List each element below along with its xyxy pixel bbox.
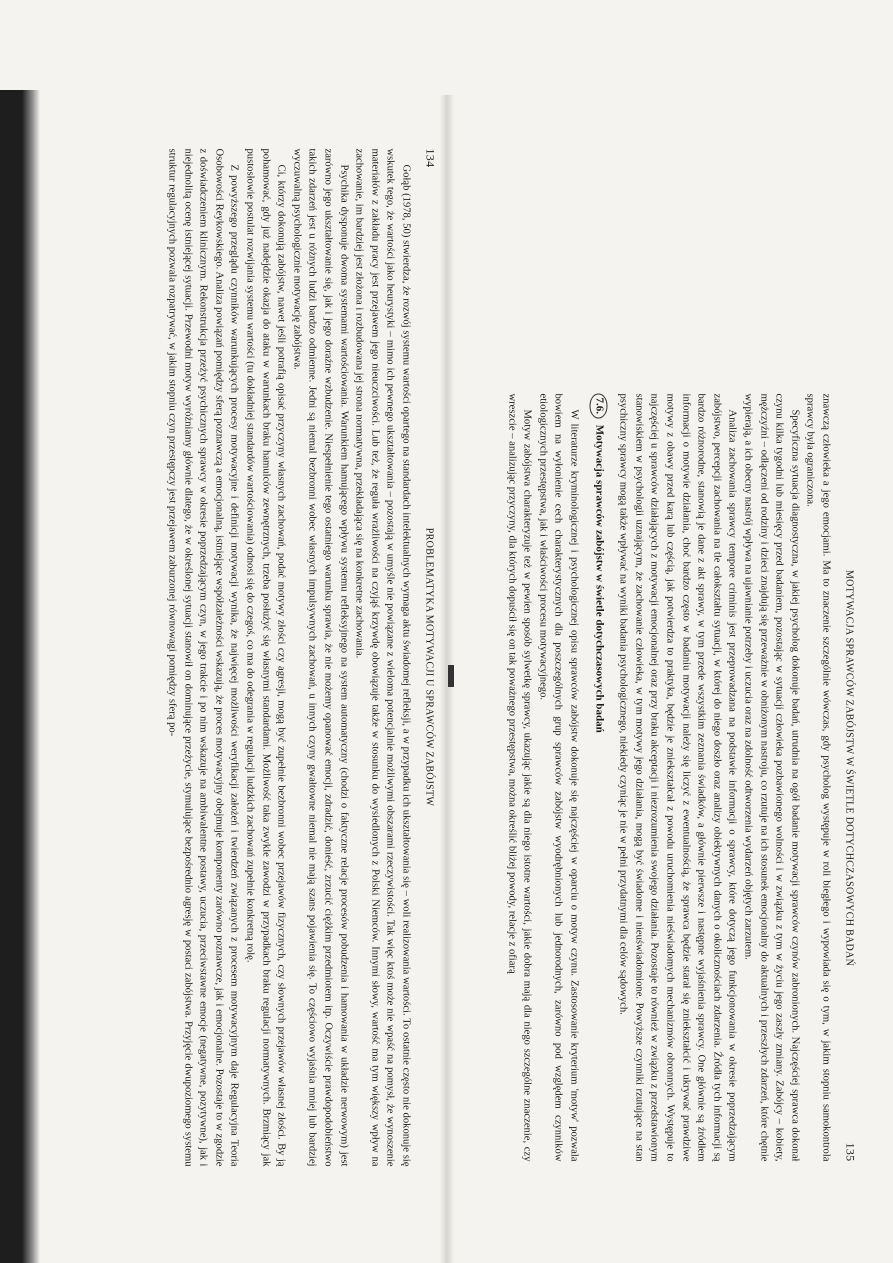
paragraph: Z powyższego przeglądu czynników warunkujących procesy motywacyjne i definicji motywacji wynika, że najwięcej możliwości weryfikacji założeń i twierdzeń związanych z procesem motywacyjnym daje Regulacyjna Teoria Osobowości Reykowskiego. Analiza powiązań pomiędzy sferą poznawczą a emocjonalną, istniejące współzależności wskazują, że proces motywacyjny obejmuje komponenty zarówno poznawcze, jak i emocjonalne. Pozostaje to w zgodzie z doświadczeniem klinicznym. Rekonstrukcja przeżyć psychicznych sprawcy w okresie poprzedzającym czyn, w jego trakcie i po nim wskazuje na ambiwalentne postawy, uczucia, przeciwstawne emocje (negatywne, pozytywne), jak i niejednolitą ocenę istniejącej sytuacji. Przewodni motyw wyróżniamy głównie dlatego, że w określonej sytuacji stanowił on dominujące przeżycie, stymulujące bezpośrednio agresję w postaci zabójstwa. Przyjęcie dwupoziomego systemu struktur regulacyjnych pozwala rozpatrywać, w jakim stopniu czyn przestępczy jest przejawem zaburzonej równowagi pomiędzy sferą po- (166, 148, 240, 1167)
section-number: 7.6. (590, 394, 608, 419)
right-page-body (504, 388, 840, 1168)
running-head: PROBLEMATYKA MOTYWACJI U SPRAWCÓW ZABÓJSTW (423, 527, 435, 807)
page-number: 134 (423, 148, 438, 168)
paragraph: W literaturze kryminologicznej i psychologicznej opisu sprawców zabójstw dokonuje się najczęściej w oparciu o motyw czynu. Zastosowanie kryterium 'motyw' pozwala bowiem na wyłonienie cech charakterystycznych dla poszczególnych grup sprawców zabójstw wyodrębnionych lub jednorodnych, zarówno pod względem czynników etiologicznych przestępstwa, jak i właściwości procesu motywacyjnego. (537, 393, 580, 1162)
paragraph: Psychika dysponuje dwoma systemami wartościowania. Warunkiem hamującego wpływu systemu refleksyjnego na system automatyczny (chodzi o faktyczne relacje procesów pobudzenia i hamowania w układzie nerwowym) jest zarówno jego ukształtowanie się, jak i jego doraźne wzbudzenie. Niespełnienie tego ostatniego warunku sprawia, że nie możemy opanować emocji, zdradzić, donieść, zrzucić ciężkim przedmiotem itp. Oczywiście prawdopodobieństwo takich zdarzeń jest u różnych ludzi bardzo odmienne. Jedni są niemal bezbronni wobec własnych impulsywnych zachowań, u innych czyny gwałtowne niemal nie mają szans pojawienia się. To częściowo wyjaśnia mniej lub bardziej wyczuwalną psychologicznie motywację zabójstwa. (291, 148, 350, 1167)
right-page-header (840, 388, 858, 1168)
left-page (43, 143, 438, 1173)
right-page (473, 388, 858, 1168)
scan-edge-shadow (0, 90, 40, 1263)
page-number: 135 (843, 1142, 858, 1162)
paragraph: Ci, którzy dokonują zabójstw, nawet jeśli potrafią opisać przyczyny własnych zachowań, podać motywy złości czy agresji, mogą być zupełnie bezbronni wobec przejawów fizycznych, czy słownych przejawów własnej złości. By ją pohamować, gdy już nadejdzie okazja do ataku w warunkach braku hamulców zewnętrznych, trzeba posłużyć się własnymi standardami. Możliwość taka zwykle zawodzi w przypadkach braku regulacji normatywnych. Brzmiący jak pustosłowie postulat rozwijania systemu wartości (tu dokładniej standardów wartościowania) odnosi się do czegoś, co ma do odegrania w regulacji ludzkich zachowań zupełnie konkretną rolę. (244, 148, 287, 1167)
paragraph: Gołąb (1978, 50) stwierdza, że rozwój systemu wartości opartego na standardach intelektualnych wymaga aktu świadomej refleksji, a w przypadku ich ukształtowania się – woli realizowania wartości. To ostatnie często nie dokonuje się wskutek tego, że wartości jako heurystyki – mimo ich pewnego ukształtowania – pozostają w umyśle nie powiązane z wieloma potencjalnie możliwymi obszarami rzeczywistości. Tak więc ktoś może nie wpaść na pomysł, że wynoszenie materiałów z zakładu pracy jest przejawem jego nieuczciwości. Lub też, że reguła wrażliwości na czyjąś krzywdę obowiązuje także w stosunku do wysiedlonych z Polski Niemców. Innymi słowy, wartość ma tym większy wpływ na zachowanie, im bardziej jest złożona i rozbudowana jej strona normatywna, przekładająca się na konkretne zachowania. (353, 148, 412, 1167)
running-head: MOTYWACJA SPRAWCÓW ZABÓJSTW W ŚWIETLE DOTYCHCZASOWYCH BADAŃ (843, 569, 855, 967)
left-page-header (420, 143, 438, 1173)
paragraph: Motyw zabójstwa charakteryzuje też w pewien sposób sylwetkę sprawcy, ukazując jakie są dla niego istotne wartości, jakie dobra mają dla niego szczególne znaczenie, czy wreszcie – analizując przyczyny, dla których dopuścił się on tak poważnego przestępstwa, można określić bliżej powody, relacje z ofiarą (506, 393, 533, 1162)
paragraph: znawczą człowieka a jego emocjami. Ma to znaczenie szczególnie wówczas, gdy psycholog występuje w roli biegłego i wypowiada się o tym, w jakim stopniu samokontrola sprawcy była ograniczona. (804, 393, 832, 1162)
section-title: Motywacja sprawców zabójstw w świetle dotychczasowych badań (593, 424, 606, 733)
section-heading (590, 394, 608, 1162)
gutter-mark (448, 665, 454, 687)
paragraph: Analiza zachowania sprawcy tempore criminis jest przeprowadzana na podstawie informacji o sprawcy, które dotyczą jego funkcjonowania w okresie poprzedzającym zabójstwo, percepcji zachowania na tle całokształtu sytuacji, w której do niego doszło oraz analizy obiektywnych danych o okolicznościach zdarzenia. Źródła tych informacji są bardzo różnorodne, stanowią je dane z akt sprawy, w tym przede wszystkim zeznania świadków, a głównie pierwsze i następne wyjaśnienia sprawcy. One głównie są źródłem informacji o motywie działania, choć bardzo często w badaniu motywacji należy się liczyć z ewentualnością, że sprawca będzie starał się zniekształcić i ukrywać prawdziwe motywy z obawy przed karą lub częścią, jak potwierdza to praktyka, będzie je zniekształcał z powodu uruchomienia nieświadomych mechanizmów obronnych. Występuje to najczęściej u sprawców działających z motywacji emocjonalnej oraz przy braku akceptacji i niezrozumienia swojego działania. Pozostaje to również w związku z przedstawionym stanowiskiem w psychologii uznającym, że zachowanie człowieka, w tym motywy jego działania, mogą być świadome i nieuświadomione. Powyższe czynniki rzutujące na stan psychiczny sprawcy mogą także wpływać na wyniki badania psychologicznego, niekiedy czyniąc je nie w pełni przydatnymi dla celów sądowych. (617, 393, 738, 1162)
paragraph: Specyficzna sytuacja diagnostyczna, w jakiej psycholog dokonuje badań, utrudnia na ogół badanie motywacji sprawców czynów zabronionych. Najczęściej sprawca dokonał czynu kilka tygodni lub miesięcy przed badaniem, pozostając w sytuacji człowieka pozbawionego wolności i w związku z tym w życiu jego zaszły zmiany. Zabójcy – kobiety, mężczyźni – odłączeni od rodziny i dzieci znajdują się przeważnie w obniżonym nastroju, co rzutuje na ich stosunek emocjonalny do aktualnych i przeszłych zdarzeń, które chętnie wypierają, a ich obecny nastrój wpływa na ujawnianie potrzeby i uczucia oraz na zdolność odtworzenia wydarzeń objętych zarzutem. (742, 393, 801, 1162)
left-page-body (164, 143, 420, 1173)
